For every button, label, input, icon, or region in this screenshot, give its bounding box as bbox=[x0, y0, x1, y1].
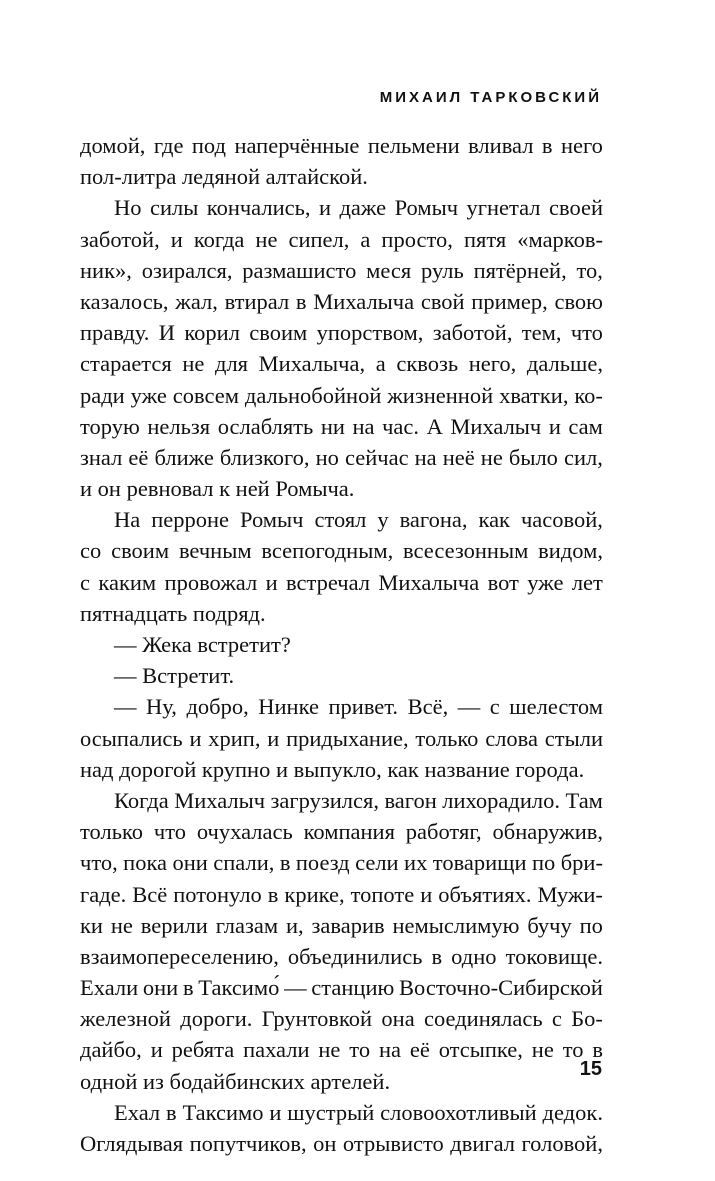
word: глазам bbox=[215, 912, 279, 938]
word: в bbox=[295, 288, 307, 314]
word: Всё, bbox=[407, 694, 449, 720]
word: него bbox=[560, 133, 603, 158]
word: бучу bbox=[527, 912, 572, 938]
word: ради bbox=[80, 382, 125, 408]
word: ослаблять bbox=[217, 413, 314, 439]
word: привет. bbox=[328, 694, 399, 720]
word: «марков- bbox=[517, 226, 603, 252]
text-line bbox=[80, 224, 603, 255]
word: по bbox=[531, 850, 556, 876]
word: лихорадило. bbox=[442, 787, 561, 813]
word: А bbox=[426, 413, 443, 439]
word: Когда bbox=[114, 787, 169, 813]
word: своим bbox=[111, 538, 170, 564]
word: а bbox=[375, 351, 386, 377]
text-line bbox=[80, 348, 603, 379]
text-line bbox=[80, 847, 603, 878]
word: в bbox=[592, 1037, 603, 1063]
text-line bbox=[80, 879, 603, 910]
word: объединились bbox=[287, 943, 423, 969]
word: заварив bbox=[311, 912, 385, 938]
word: него, bbox=[468, 351, 517, 377]
word: и bbox=[269, 1099, 282, 1125]
word: сил, bbox=[564, 444, 603, 470]
word: час. bbox=[382, 413, 420, 439]
word: перроне bbox=[151, 507, 230, 533]
word: своей bbox=[548, 195, 603, 221]
word: верили bbox=[140, 912, 208, 938]
text-line bbox=[80, 629, 603, 660]
word: ни bbox=[320, 413, 345, 439]
word: отсыпке, bbox=[438, 1037, 523, 1063]
word: тем, bbox=[521, 320, 562, 346]
word: и bbox=[420, 881, 433, 907]
word: одно bbox=[451, 943, 497, 969]
word: работяг, bbox=[405, 819, 482, 845]
running-header-author: МИХАИЛ ТАРКОВСКИЙ bbox=[379, 89, 602, 106]
word: в bbox=[541, 133, 553, 158]
text-line bbox=[80, 660, 603, 691]
word: казалось, bbox=[80, 288, 169, 314]
word: очухалась bbox=[196, 819, 293, 845]
word: И bbox=[158, 320, 176, 346]
word: жал, bbox=[175, 288, 218, 314]
word: пример, bbox=[471, 288, 548, 314]
word: Ехал bbox=[114, 1099, 161, 1125]
word: Там bbox=[565, 787, 603, 813]
text-line bbox=[80, 910, 603, 941]
word: с bbox=[551, 1006, 562, 1032]
word: озирался, bbox=[141, 257, 233, 283]
text-line bbox=[80, 411, 603, 442]
word: отрывисто bbox=[342, 1131, 444, 1156]
word: часовой, bbox=[520, 507, 603, 533]
word: только bbox=[415, 725, 479, 751]
word: по bbox=[579, 912, 603, 938]
word: потонуло bbox=[173, 881, 262, 907]
word: уже bbox=[130, 382, 167, 408]
word: меся bbox=[366, 257, 412, 283]
word: обнаружив, bbox=[492, 819, 603, 845]
word: спали, bbox=[213, 850, 275, 876]
word: Восточно-Сибирской bbox=[399, 975, 603, 1001]
word: он bbox=[313, 1131, 337, 1156]
word: под bbox=[191, 133, 226, 158]
word: вот bbox=[487, 569, 519, 595]
word: Михалыча bbox=[313, 288, 415, 314]
word: не bbox=[182, 351, 205, 377]
text-line bbox=[80, 161, 603, 192]
word: Всё bbox=[132, 881, 168, 907]
word: со bbox=[80, 538, 102, 564]
text-line bbox=[80, 723, 603, 754]
word: вливал bbox=[468, 133, 534, 158]
word: только bbox=[80, 819, 144, 845]
text-line bbox=[80, 1034, 603, 1065]
word: стоял bbox=[314, 507, 367, 533]
word: в bbox=[431, 943, 443, 969]
word: что, bbox=[80, 850, 118, 876]
word: станцию bbox=[311, 975, 395, 1001]
text-line-content: — Жека встретит? bbox=[114, 632, 291, 657]
word: в bbox=[182, 975, 194, 1001]
word: попутчиков, bbox=[189, 1131, 307, 1156]
word: было bbox=[508, 444, 558, 470]
word: свою bbox=[554, 288, 603, 314]
word: её bbox=[409, 1037, 430, 1063]
word: — bbox=[114, 694, 137, 720]
word: ближе bbox=[154, 444, 214, 470]
text-line-content: пол-литра ледяной алтайской. bbox=[80, 164, 368, 190]
word: с bbox=[80, 569, 90, 595]
word: встречал bbox=[286, 569, 371, 595]
word: Мужи- bbox=[537, 881, 603, 907]
word: Грунтовкой bbox=[261, 1006, 373, 1032]
word: кончались, bbox=[206, 195, 311, 221]
word: что bbox=[570, 320, 603, 346]
word: — bbox=[457, 694, 481, 720]
word: ник», bbox=[80, 257, 132, 283]
word: Таксимо́ bbox=[198, 975, 280, 1001]
word: не bbox=[110, 912, 133, 938]
word: сипел, bbox=[288, 226, 350, 252]
word: пахали bbox=[243, 1037, 310, 1063]
word: лет bbox=[571, 569, 603, 595]
word: что bbox=[153, 819, 187, 845]
word: угнетал bbox=[466, 195, 541, 221]
word: и bbox=[150, 1037, 163, 1063]
word: Михалыча bbox=[378, 569, 480, 595]
word: Ромыч bbox=[240, 507, 304, 533]
word: крике, bbox=[284, 881, 345, 907]
word: Ну, bbox=[146, 694, 177, 720]
word: Ехали bbox=[80, 975, 139, 1001]
word: как bbox=[478, 507, 510, 533]
word: осыпались bbox=[80, 725, 183, 751]
word: близкого, bbox=[219, 444, 310, 470]
word: всесезонным bbox=[403, 538, 529, 564]
text-line bbox=[80, 130, 603, 161]
page-number: 15 bbox=[579, 1058, 602, 1080]
word: Михалыча, bbox=[258, 351, 366, 377]
word: дальнобойной bbox=[244, 382, 382, 408]
word: её bbox=[128, 444, 149, 470]
text-line bbox=[80, 255, 603, 286]
word: головой, bbox=[521, 1131, 603, 1156]
word: но bbox=[315, 444, 339, 470]
word: на bbox=[378, 1037, 401, 1063]
word: в bbox=[267, 881, 279, 907]
word: неё bbox=[442, 444, 475, 470]
word: придыхание, bbox=[286, 725, 409, 751]
word: всепогодным, bbox=[261, 538, 394, 564]
word: загрузился, bbox=[270, 787, 379, 813]
word: дедок. bbox=[542, 1099, 603, 1125]
word: Таксимо bbox=[182, 1099, 264, 1125]
word: пятя bbox=[463, 226, 507, 252]
word: сейчас bbox=[344, 444, 409, 470]
word: вечным bbox=[178, 538, 252, 564]
text-line bbox=[80, 1066, 603, 1097]
word: хрип, bbox=[208, 725, 261, 751]
word: сели bbox=[355, 850, 399, 876]
word: старается bbox=[80, 351, 172, 377]
text-line-content: — Встретит. bbox=[114, 663, 235, 689]
word: ребята bbox=[171, 1037, 235, 1063]
word: и, bbox=[285, 912, 304, 938]
word: Ромыч bbox=[394, 195, 459, 221]
word: и bbox=[170, 226, 183, 252]
word: Оглядывая bbox=[80, 1131, 184, 1156]
word: наперчённые bbox=[234, 133, 360, 158]
word: не bbox=[318, 1037, 341, 1063]
word: то bbox=[349, 1037, 371, 1063]
word: Михалыч bbox=[174, 787, 266, 813]
word: гаде. bbox=[80, 881, 127, 907]
word: бри- bbox=[560, 850, 603, 876]
word: хватки, bbox=[499, 382, 569, 408]
word: — bbox=[284, 975, 307, 1001]
word: силы bbox=[149, 195, 199, 221]
text-line-content: пятнадцать подряд. bbox=[80, 600, 266, 626]
text-line-content: и он ревновал к ней Ромыча. bbox=[80, 476, 355, 502]
text-line bbox=[80, 380, 603, 411]
word: в bbox=[165, 1099, 177, 1125]
word: не bbox=[531, 1037, 554, 1063]
word: заботой, bbox=[432, 320, 513, 346]
word: На bbox=[114, 507, 141, 533]
word: в bbox=[279, 850, 291, 876]
word: корил bbox=[184, 320, 240, 346]
text-line-content: одной из бодайбинских артелей. bbox=[80, 1068, 391, 1094]
text-line bbox=[80, 941, 603, 972]
text-line bbox=[80, 192, 603, 223]
word: стыли bbox=[544, 725, 603, 751]
word: сквозь bbox=[396, 351, 459, 377]
word: упорством, bbox=[316, 320, 424, 346]
text-line bbox=[80, 473, 603, 504]
text-line bbox=[80, 442, 603, 473]
word: каким bbox=[98, 569, 157, 595]
word: для bbox=[215, 351, 249, 377]
text-line bbox=[80, 598, 603, 629]
word: и bbox=[267, 725, 280, 751]
word: взаимопереселению, bbox=[80, 943, 279, 969]
word: дальше, bbox=[526, 351, 603, 377]
word: поезд bbox=[295, 850, 350, 876]
word: и bbox=[265, 569, 278, 595]
word: совсем bbox=[172, 382, 239, 408]
word: на bbox=[352, 413, 375, 439]
word: то, bbox=[576, 257, 603, 283]
text-line bbox=[80, 504, 603, 535]
word: видом, bbox=[538, 538, 603, 564]
word: своим bbox=[249, 320, 308, 346]
text-line bbox=[80, 816, 603, 847]
word: торую bbox=[80, 413, 140, 439]
word: ко- bbox=[574, 382, 603, 408]
word: немыслимую bbox=[392, 912, 520, 938]
word: с bbox=[489, 694, 500, 720]
word: жизненной bbox=[387, 382, 494, 408]
text-line bbox=[80, 317, 603, 348]
word: свой bbox=[420, 288, 465, 314]
word: втирал bbox=[224, 288, 290, 314]
text-line bbox=[80, 1003, 603, 1034]
word: двигал bbox=[450, 1131, 516, 1156]
text-line bbox=[80, 286, 603, 317]
text-line bbox=[80, 785, 603, 816]
word: вагона, bbox=[399, 507, 468, 533]
word: не bbox=[480, 444, 503, 470]
word: и bbox=[189, 725, 202, 751]
word: она bbox=[381, 1006, 415, 1032]
text-line bbox=[80, 691, 603, 722]
text-line bbox=[80, 567, 603, 598]
word: соединялась bbox=[424, 1006, 543, 1032]
word: дайбо, bbox=[80, 1037, 142, 1063]
word: уже bbox=[527, 569, 564, 595]
word: Но bbox=[114, 195, 142, 221]
text-line-content: над дорогой крупно и выпукло, как название города. bbox=[80, 756, 585, 782]
word: топоте bbox=[350, 881, 415, 907]
word: не bbox=[255, 226, 278, 252]
word: пятёрней, bbox=[473, 257, 567, 283]
word: слова bbox=[485, 725, 538, 751]
word: пельмени bbox=[367, 133, 460, 158]
word: пока bbox=[123, 850, 168, 876]
text-line bbox=[80, 535, 603, 566]
word: размашисто bbox=[242, 257, 357, 283]
text-line bbox=[80, 972, 603, 1003]
body-text bbox=[80, 130, 603, 1159]
word: сам bbox=[568, 413, 603, 439]
word: дороги. bbox=[180, 1006, 253, 1032]
word: знал bbox=[80, 444, 123, 470]
text-line bbox=[80, 1128, 603, 1159]
word: токовище. bbox=[505, 943, 603, 969]
word: нельзя bbox=[147, 413, 211, 439]
word: правду. bbox=[80, 320, 150, 346]
word: заботой, bbox=[80, 226, 160, 252]
word: у bbox=[377, 507, 389, 533]
word: домой, bbox=[80, 133, 146, 158]
word: а bbox=[360, 226, 371, 252]
word: шелестом bbox=[509, 694, 603, 720]
word: объятиях. bbox=[438, 881, 532, 907]
word: вагон bbox=[384, 787, 437, 813]
word: и bbox=[318, 195, 332, 221]
word: добро, bbox=[186, 694, 249, 720]
word: провожал bbox=[164, 569, 258, 595]
word: шустрый bbox=[287, 1099, 375, 1125]
word: когда bbox=[193, 226, 245, 252]
word: где bbox=[153, 133, 184, 158]
word: товарищи bbox=[432, 850, 527, 876]
word: на bbox=[414, 444, 437, 470]
word: их bbox=[404, 850, 428, 876]
word: руль bbox=[421, 257, 464, 283]
word: они bbox=[142, 975, 179, 1001]
word: железной bbox=[80, 1006, 171, 1032]
word: они bbox=[172, 850, 208, 876]
word: и bbox=[548, 413, 561, 439]
word: словоохотливый bbox=[380, 1099, 537, 1125]
word: то bbox=[562, 1037, 584, 1063]
word: Михалыч bbox=[450, 413, 542, 439]
word: даже bbox=[339, 195, 387, 221]
text-line bbox=[80, 754, 603, 785]
text-line bbox=[80, 1097, 603, 1128]
word: Нинке bbox=[258, 694, 319, 720]
word: ки bbox=[80, 912, 103, 938]
word: Бо- bbox=[571, 1006, 603, 1032]
word: компания bbox=[303, 819, 395, 845]
word: просто, bbox=[381, 226, 453, 252]
